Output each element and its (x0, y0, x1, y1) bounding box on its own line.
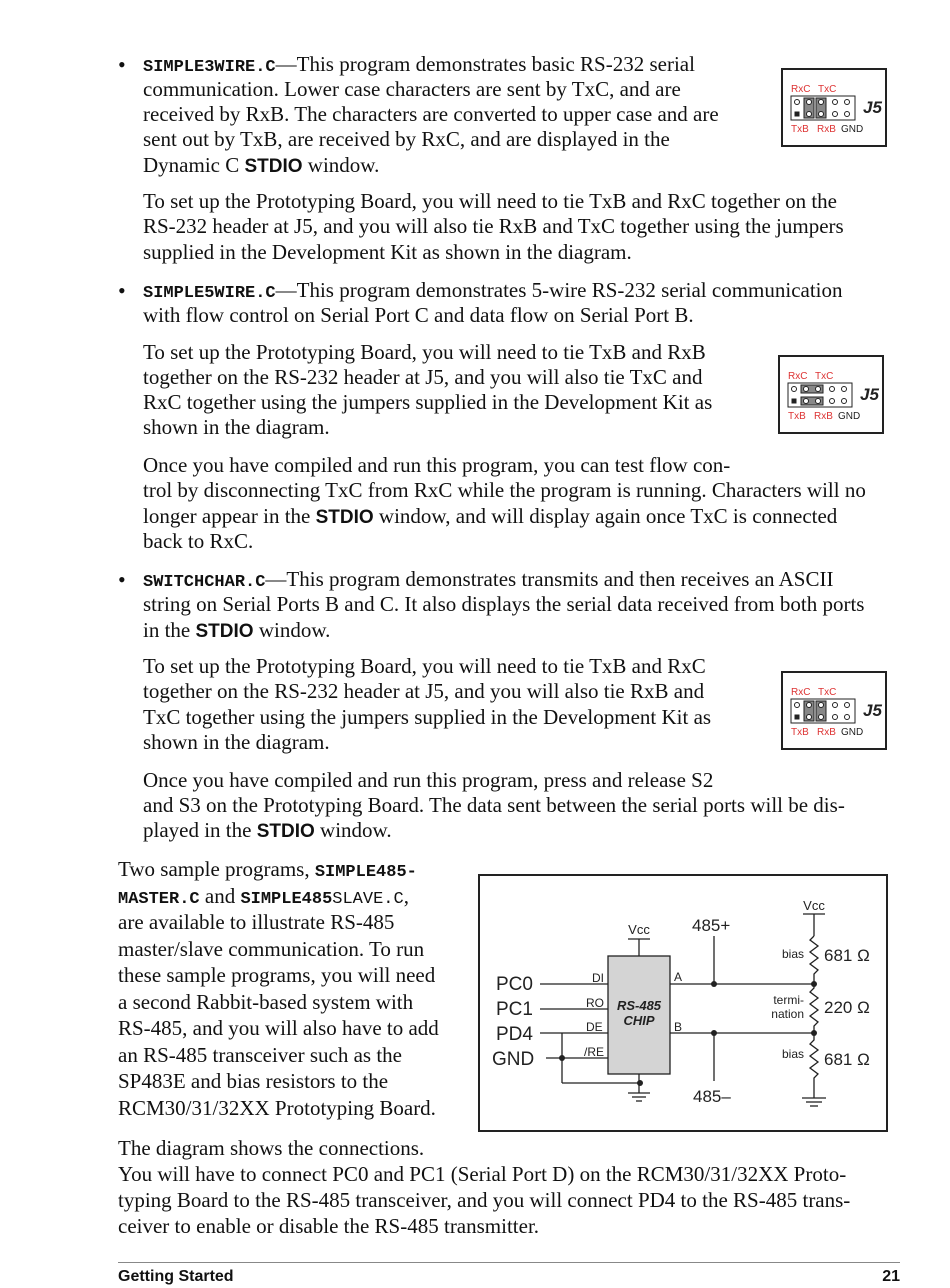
text-line: SP483E and bias resistors to the (118, 1069, 389, 1093)
text-line: The diagram shows the connections. (118, 1136, 425, 1160)
term-label-2: nation (771, 1007, 804, 1021)
text-line: Once you have compiled and run this program, press and release S2 (143, 768, 714, 792)
text-line: RS-232 header at J5, and you will also tie RxB and TxC together using the jumpers (143, 214, 844, 238)
b-pin: B (674, 1020, 683, 1034)
485-minus-label: 485– (693, 1087, 731, 1106)
rxc-label: RxC (791, 84, 811, 95)
page-number: 21 (882, 1268, 900, 1285)
text-line: master/slave communication. To run (118, 937, 425, 961)
text-line: a second Rabbit-based system with (118, 990, 414, 1014)
de-pin: DE (586, 1020, 603, 1034)
text-line: in the STDIO window. (143, 618, 331, 642)
text-line: shown in the diagram. (143, 730, 330, 754)
j5-label: J5 (863, 98, 882, 117)
program-name: SIMPLE5WIRE.C (143, 284, 276, 303)
text-line: string on Serial Ports B and C. It also displays the serial data received from both ports (143, 592, 865, 616)
text-line: typing Board to the RS-485 transceiver, and you will connect PD4 to the RS-485 trans- (118, 1188, 851, 1212)
program-name: SIMPLE3WIRE.C (143, 58, 276, 77)
txc-label: TxC (815, 371, 834, 382)
bullet-dot: • (118, 52, 126, 77)
bullet-dot: • (118, 567, 126, 592)
text-line: together on the RS-232 header at J5, and you will also tie RxB and (143, 679, 705, 703)
a-pin: A (674, 970, 683, 984)
text-line: longer appear in the STDIO window, and will display again once TxC is connected (143, 504, 838, 528)
text-line: supplied in the Development Kit as shown in the diagram. (143, 240, 632, 264)
text-line: these sample programs, you will need (118, 963, 436, 987)
text-line: and S3 on the Prototyping Board. The data sent between the serial ports will be dis- (143, 793, 845, 817)
chip-label-2: CHIP (623, 1013, 655, 1028)
bias-label-1: bias (781, 947, 804, 961)
text-line: RS-485, and you will also have to add (118, 1016, 439, 1040)
text-line: MASTER.C and SIMPLE485SLAVE.C, (118, 884, 409, 909)
text-line: received by RxB. The characters are converted to upper case and are (143, 102, 719, 126)
j5-jumper-diagram (778, 355, 884, 434)
txc-label: TxC (818, 84, 837, 95)
text-line: shown in the diagram. (143, 415, 330, 439)
r1-value: 681 Ω (824, 946, 870, 965)
j5-label: J5 (863, 701, 882, 720)
text-line: TxC together using the jumpers supplied in the Development Kit as (143, 705, 712, 729)
gnd-label: GND (838, 411, 861, 422)
program-name: SWITCHCHAR.C (143, 573, 266, 592)
rxc-label: RxC (788, 371, 808, 382)
text-line: Dynamic C STDIO window. (143, 153, 380, 177)
text-line: trol by disconnecting TxC from RxC while the program is running. Characters will no (143, 478, 866, 502)
re-pin: /RE (584, 1045, 605, 1059)
gnd-label: GND (841, 727, 864, 738)
text-line: communication. Lower case characters are sent by TxC, and are (143, 77, 681, 101)
text-line: sent out by TxB, are received by RxC, and are displayed in the (143, 127, 670, 151)
text-line: together on the RS-232 header at J5, and you will also tie TxC and (143, 365, 703, 389)
txc-label: TxC (818, 687, 837, 698)
bullet-1-line-1: SIMPLE3WIRE.C—This program demonstrates basic RS-232 serial (143, 52, 695, 77)
j5-jumper-diagram (781, 671, 887, 750)
vcc-right-label: Vcc (803, 898, 825, 913)
ro-pin: RO (586, 996, 604, 1010)
r2-value: 220 Ω (824, 998, 870, 1017)
pc0-label: PC0 (496, 974, 533, 995)
vcc-chip-label: Vcc (628, 922, 650, 937)
rs485-circuit-diagram (478, 874, 888, 1132)
bias-label-2: bias (781, 1047, 804, 1061)
r3-value: 681 Ω (824, 1050, 870, 1069)
text-line: back to RxC. (143, 529, 254, 553)
text-line: RCM30/31/32XX Prototyping Board. (118, 1096, 436, 1120)
txb-label: TxB (791, 727, 809, 738)
text-line: Two sample programs, SIMPLE485- (118, 857, 417, 882)
j5-label: J5 (860, 385, 879, 404)
gnd-label: GND (841, 124, 864, 135)
text-line: You will have to connect PC0 and PC1 (Serial Port D) on the RCM30/31/32XX Proto- (118, 1162, 847, 1186)
pd4-label: PD4 (496, 1024, 533, 1045)
rxc-label: RxC (791, 687, 811, 698)
text-line: played in the STDIO window. (143, 818, 392, 842)
di-pin: DI (592, 971, 604, 985)
text-line: with flow control on Serial Port C and data flow on Serial Port B. (143, 303, 694, 327)
footer-rule (118, 1262, 900, 1263)
txb-label: TxB (788, 411, 806, 422)
chip-label-1: RS-485 (616, 998, 662, 1013)
footer-section-title: Getting Started (118, 1268, 234, 1285)
text-line: To set up the Prototyping Board, you will need to tie TxB and RxB (143, 340, 706, 364)
term-label-1: termi- (773, 993, 804, 1007)
txb-label: TxB (791, 124, 809, 135)
rxb-label: RxB (817, 124, 836, 135)
text-line: ceiver to enable or disable the RS-485 transmitter. (118, 1214, 540, 1238)
bullet-dot: • (118, 278, 126, 303)
j5-jumper-diagram (781, 68, 887, 147)
text-line: To set up the Prototyping Board, you will need to tie TxB and RxC (143, 654, 706, 678)
text-line: Once you have compiled and run this program, you can test flow con- (143, 453, 731, 477)
text-line: To set up the Prototyping Board, you will need to tie TxB and RxC together on the (143, 189, 837, 213)
text-line: an RS-485 transceiver such as the (118, 1043, 403, 1067)
rxb-label: RxB (817, 727, 836, 738)
gnd-label: GND (492, 1049, 535, 1070)
bullet-3-line-1: SWITCHCHAR.C—This program demonstrates transmits and then receives an ASCII (143, 567, 834, 592)
rxb-label: RxB (814, 411, 833, 422)
bullet-2-line-1: SIMPLE5WIRE.C—This program demonstrates 5-wire RS-232 serial communication (143, 278, 843, 303)
text-line: are available to illustrate RS-485 (118, 910, 395, 934)
text-line: RxC together using the jumpers supplied in the Development Kit as (143, 390, 713, 414)
485-plus-label: 485+ (692, 916, 731, 935)
pc1-label: PC1 (496, 999, 533, 1020)
